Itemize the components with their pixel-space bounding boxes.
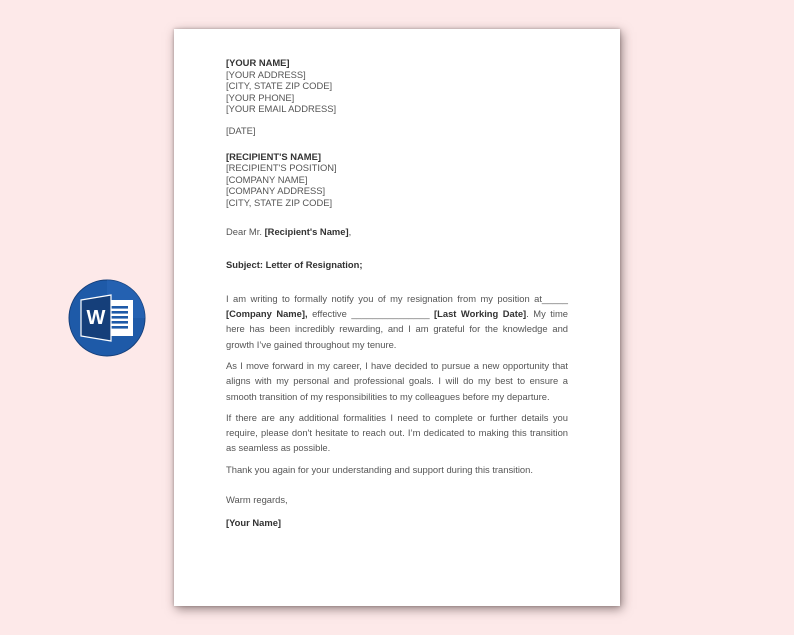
subject-line: Subject: Letter of Resignation; — [226, 259, 363, 271]
letter-date: [DATE] — [226, 124, 256, 136]
salutation — [226, 226, 568, 238]
p1-text-a: I am writing to formally notify you of my resignation from my position at_____ — [226, 292, 568, 304]
p1-company-placeholder: [Company Name], — [226, 308, 308, 320]
letter-page — [174, 29, 620, 606]
letter-content — [226, 57, 568, 528]
p1-text-b: effective _______________ — [307, 308, 435, 320]
microsoft-word-icon — [67, 278, 147, 358]
recipient-position: [RECIPIENT'S POSITION] — [226, 162, 337, 174]
closing: Warm regards, — [226, 493, 288, 505]
recipient-block — [226, 151, 568, 209]
sender-address: [YOUR ADDRESS] — [226, 68, 306, 80]
sender-phone: [YOUR PHONE] — [226, 91, 295, 103]
sender-city: [CITY, STATE ZIP CODE] — [226, 80, 333, 92]
salutation-prefix: Dear Mr. — [226, 225, 265, 237]
sender-email: [YOUR EMAIL ADDRESS] — [226, 103, 337, 115]
recipient-address: [COMPANY ADDRESS] — [226, 185, 326, 197]
body-paragraph-1 — [226, 291, 568, 352]
sender-name: [YOUR NAME] — [226, 57, 290, 68]
body-paragraph-4: Thank you again for your understanding and support during this transition. — [226, 463, 533, 475]
p1-text-c: . My time here has been incredibly rewarding, and I am grateful for the knowledge and growth I’ve gained throughout my tenure. — [226, 308, 568, 350]
recipient-city: [CITY, STATE ZIP CODE] — [226, 196, 333, 208]
recipient-company: [COMPANY NAME] — [226, 173, 308, 185]
body-paragraph-2: As I move forward in my career, I have decided to pursue a new opportunity that aligns with my personal and professional goals. I will do my best to ensure a smooth transition of my responsibilities to my colleagues before my departure. — [226, 359, 568, 402]
salutation-suffix: , — [348, 225, 352, 237]
recipient-name: [RECIPIENT'S NAME] — [226, 150, 321, 162]
body-paragraph-3: If there are any additional formalities I need to complete or further details you require, please don't hesitate to reach out. I’m dedicated to making this transition as seamless as possible. — [226, 411, 568, 454]
p1-date-placeholder: [Last Working Date] — [434, 308, 527, 320]
sender-block — [226, 57, 568, 115]
signature: [Your Name] — [226, 516, 282, 528]
salutation-name: [Recipient's Name] — [264, 225, 349, 237]
word-icon-letter: W — [86, 307, 106, 329]
